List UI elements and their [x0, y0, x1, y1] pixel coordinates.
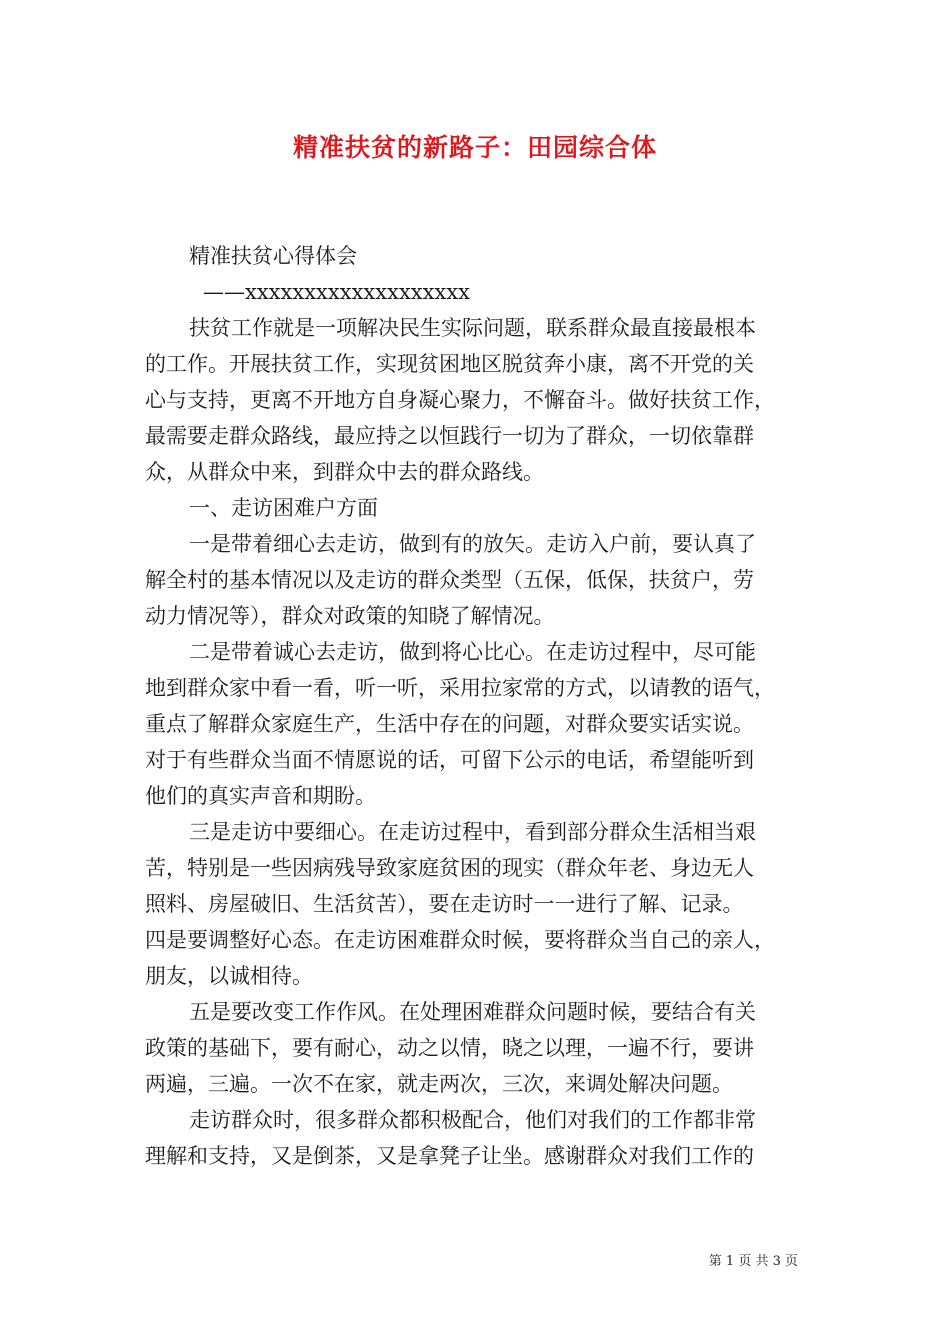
paragraph-line: 重点了解群众家庭生产，生活中存在的问题，对群众要实话实说。 — [145, 712, 754, 736]
paragraph-line: 解全村的基本情况以及走访的群众类型（五保，低保，扶贫户，劳 — [145, 568, 754, 592]
paragraph-line: 五是要改变工作作风。在处理困难群众问题时候，要结合有关 — [189, 1000, 756, 1024]
page-number: 第 1 页 共 3 页 — [708, 1254, 798, 1269]
paragraph-line: 政策的基础下，要有耐心，动之以情，晓之以理，一遍不行，要讲 — [145, 1036, 754, 1060]
paragraph-line: 动力情况等），群众对政策的知晓了解情况。 — [145, 604, 555, 628]
paragraph-line: 众，从群众中来，到群众中去的群众路线。 — [145, 460, 544, 484]
paragraph-line: 理解和支持，又是倒茶，又是拿凳子让坐。感谢群众对我们工作的 — [145, 1144, 754, 1168]
paragraph-line: 二是带着诚心去走访，做到将心比心。在走访过程中，尽可能 — [189, 640, 756, 664]
paragraph-line: 三是走访中要细心。在走访过程中，看到部分群众生活相当艰 — [189, 820, 756, 844]
paragraph-line: 两遍，三遍。一次不在家，就走两次，三次，来调处解决问题。 — [145, 1072, 733, 1096]
paragraph-line: 照料、房屋破旧、生活贫苦），要在走访时一一进行了解、记录。 — [145, 892, 744, 916]
paragraph-line: 走访群众时，很多群众都积极配合，他们对我们的工作都非常 — [189, 1108, 756, 1132]
author-line: ——xxxxxxxxxxxxxxxxxxx — [203, 280, 471, 304]
paragraph-line: 一是带着细心去走访，做到有的放矢。走访入户前，要认真了 — [189, 532, 756, 556]
paragraph-line: 对于有些群众当面不情愿说的话，可留下公示的电话，希望能听到 — [145, 748, 754, 772]
document-body — [145, 238, 809, 1174]
paragraph-line: 他们的真实声音和期盼。 — [145, 784, 376, 808]
subtitle-line: 精准扶贫心得体会 — [189, 244, 357, 268]
paragraph-line: 最需要走群众路线，最应持之以恒践行一切为了群众，一切依靠群 — [145, 424, 754, 448]
paragraph-line: 的工作。开展扶贫工作，实现贫困地区脱贫奔小康，离不开党的关 — [145, 352, 754, 376]
paragraph-line: 地到群众家中看一看，听一听，采用拉家常的方式，以请教的语气， — [145, 676, 775, 700]
paragraph-line: 心与支持，更离不开地方自身凝心聚力，不懈奋斗。做好扶贫工作， — [145, 388, 775, 412]
paragraph-line: 扶贫工作就是一项解决民生实际问题，联系群众最直接最根本 — [189, 316, 756, 340]
paragraph-line: 朋友，以诚相待。 — [145, 964, 313, 988]
paragraph-line: 四是要调整好心态。在走访困难群众时候，要将群众当自己的亲人， — [145, 928, 775, 952]
section-heading: 一、走访困难户方面 — [189, 496, 378, 520]
paragraph-line: 苦，特别是一些因病残导致家庭贫困的现实（群众年老、身边无人 — [145, 856, 754, 880]
document-title: 精准扶贫的新路子：田园综合体 — [292, 133, 657, 162]
